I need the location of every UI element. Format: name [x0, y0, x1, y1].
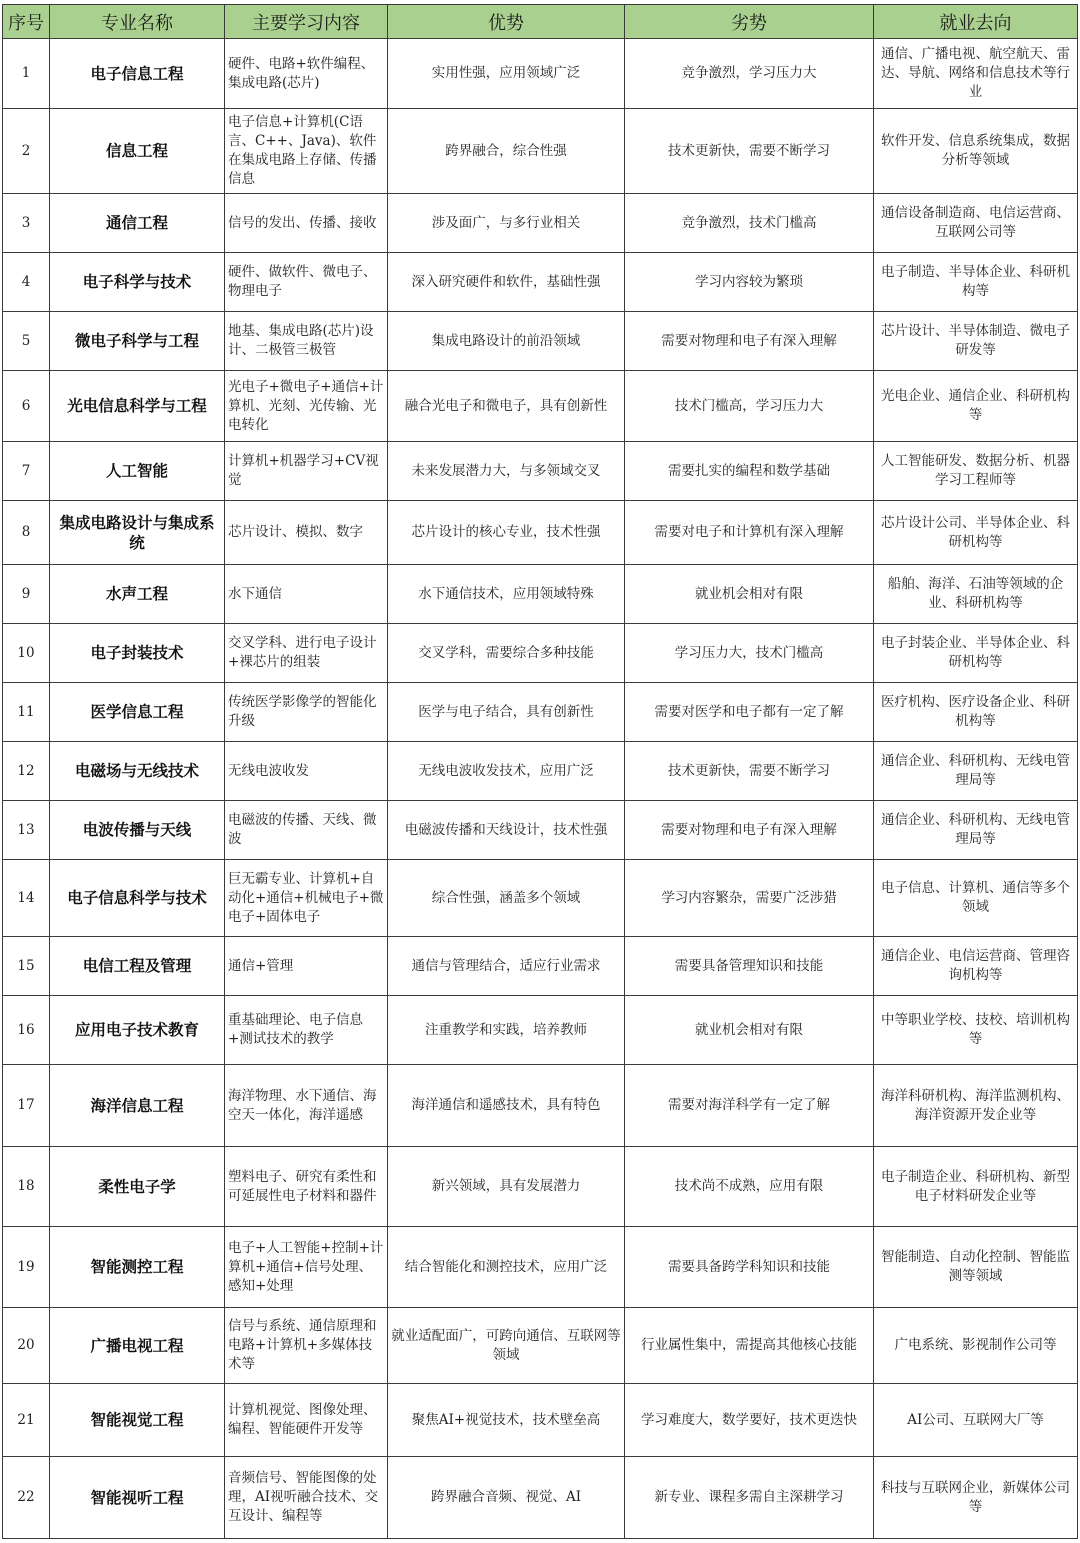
advantages-cell: 新兴领域，具有发展潜力: [388, 1147, 625, 1227]
disadvantages-cell: 新专业、课程多需自主深耕学习: [625, 1457, 874, 1539]
major-name-cell: 应用电子技术教育: [50, 996, 225, 1065]
study-content-cell: 电磁波的传播、天线、微波: [225, 801, 388, 860]
major-name-cell: 人工智能: [50, 442, 225, 501]
disadvantages-cell: 需要对物理和电子有深入理解: [625, 312, 874, 371]
disadvantages-cell: 就业机会相对有限: [625, 565, 874, 624]
career-directions-cell: 中等职业学校、技校、培训机构等: [874, 996, 1078, 1065]
row-number-cell: 6: [3, 371, 50, 442]
study-content-cell: 信号的发出、传播、接收: [225, 194, 388, 253]
table-row: [3, 501, 1078, 565]
table-row: [3, 371, 1078, 442]
table-row: [3, 624, 1078, 683]
header-disadvantages: 劣势: [625, 5, 874, 39]
disadvantages-cell: 需要扎实的编程和数学基础: [625, 442, 874, 501]
disadvantages-cell: 学习压力大，技术门槛高: [625, 624, 874, 683]
career-directions-cell: 光电企业、通信企业、科研机构等: [874, 371, 1078, 442]
major-name-cell: 电磁场与无线技术: [50, 742, 225, 801]
career-directions-cell: 通信、广播电视、航空航天、雷达、导航、网络和信息技术等行业: [874, 39, 1078, 109]
study-content-cell: 信号与系统、通信原理和电路+计算机+多媒体技术等: [225, 1308, 388, 1384]
row-number-cell: 19: [3, 1227, 50, 1308]
disadvantages-cell: 行业属性集中，需提高其他核心技能: [625, 1308, 874, 1384]
major-name-cell: 海洋信息工程: [50, 1065, 225, 1147]
table-row: [3, 937, 1078, 996]
study-content-cell: 电子信息+计算机(C语言、C++、Java)、软件在集成电路上存储、传播信息: [225, 109, 388, 194]
major-name-cell: 电子信息科学与技术: [50, 860, 225, 937]
disadvantages-cell: 学习内容繁杂，需要广泛涉猎: [625, 860, 874, 937]
majors-table: [2, 4, 1078, 1539]
study-content-cell: 硬件、做软件、微电子、物理电子: [225, 253, 388, 312]
row-number-cell: 9: [3, 565, 50, 624]
row-number-cell: 22: [3, 1457, 50, 1539]
career-directions-cell: 通信设备制造商、电信运营商、互联网公司等: [874, 194, 1078, 253]
study-content-cell: 无线电波收发: [225, 742, 388, 801]
disadvantages-cell: 需要具备管理知识和技能: [625, 937, 874, 996]
advantages-cell: 实用性强，应用领域广泛: [388, 39, 625, 109]
table-row: [3, 996, 1078, 1065]
table-row: [3, 253, 1078, 312]
study-content-cell: 海洋物理、水下通信、海空天一体化，海洋遥感: [225, 1065, 388, 1147]
row-number-cell: 7: [3, 442, 50, 501]
row-number-cell: 1: [3, 39, 50, 109]
advantages-cell: 通信与管理结合，适应行业需求: [388, 937, 625, 996]
study-content-cell: 电子+人工智能+控制+计算机+通信+信号处理、感知+处理: [225, 1227, 388, 1308]
advantages-cell: 电磁波传播和天线设计，技术性强: [388, 801, 625, 860]
table-row: [3, 860, 1078, 937]
study-content-cell: 音频信号、智能图像的处理，AI视听融合技术、交互设计、编程等: [225, 1457, 388, 1539]
major-name-cell: 微电子科学与工程: [50, 312, 225, 371]
study-content-cell: 硬件、电路+软件编程、集成电路(芯片): [225, 39, 388, 109]
table-row: [3, 742, 1078, 801]
career-directions-cell: 科技与互联网企业，新媒体公司等: [874, 1457, 1078, 1539]
advantages-cell: 综合性强，涵盖多个领域: [388, 860, 625, 937]
advantages-cell: 集成电路设计的前沿领域: [388, 312, 625, 371]
header-major-name: 专业名称: [50, 5, 225, 39]
table-row: [3, 312, 1078, 371]
career-directions-cell: 芯片设计、半导体制造、微电子研发等: [874, 312, 1078, 371]
career-directions-cell: 通信企业、科研机构、无线电管理局等: [874, 742, 1078, 801]
row-number-cell: 10: [3, 624, 50, 683]
major-name-cell: 水声工程: [50, 565, 225, 624]
study-content-cell: 水下通信: [225, 565, 388, 624]
study-content-cell: 地基、集成电路(芯片)设计、二极管三极管: [225, 312, 388, 371]
major-name-cell: 信息工程: [50, 109, 225, 194]
table-row: [3, 442, 1078, 501]
study-content-cell: 传统医学影像学的智能化升级: [225, 683, 388, 742]
row-number-cell: 20: [3, 1308, 50, 1384]
table-row: [3, 1457, 1078, 1539]
disadvantages-cell: 需要对物理和电子有深入理解: [625, 801, 874, 860]
disadvantages-cell: 学习内容较为繁琐: [625, 253, 874, 312]
row-number-cell: 17: [3, 1065, 50, 1147]
major-name-cell: 光电信息科学与工程: [50, 371, 225, 442]
major-name-cell: 通信工程: [50, 194, 225, 253]
advantages-cell: 跨界融合，综合性强: [388, 109, 625, 194]
header-career: 就业去向: [874, 5, 1078, 39]
row-number-cell: 3: [3, 194, 50, 253]
major-name-cell: 电信工程及管理: [50, 937, 225, 996]
major-name-cell: 电子信息工程: [50, 39, 225, 109]
study-content-cell: 计算机+机器学习+CV视觉: [225, 442, 388, 501]
disadvantages-cell: 技术更新快，需要不断学习: [625, 742, 874, 801]
major-name-cell: 电波传播与天线: [50, 801, 225, 860]
table-row: [3, 1065, 1078, 1147]
row-number-cell: 21: [3, 1384, 50, 1457]
disadvantages-cell: 就业机会相对有限: [625, 996, 874, 1065]
table-row: [3, 1147, 1078, 1227]
major-name-cell: 医学信息工程: [50, 683, 225, 742]
major-name-cell: 电子科学与技术: [50, 253, 225, 312]
advantages-cell: 就业适配面广，可跨向通信、互联网等领域: [388, 1308, 625, 1384]
table-row: [3, 109, 1078, 194]
advantages-cell: 注重教学和实践，培养教师: [388, 996, 625, 1065]
row-number-cell: 13: [3, 801, 50, 860]
table-row: [3, 565, 1078, 624]
table-row: [3, 1384, 1078, 1457]
career-directions-cell: 芯片设计公司、半导体企业、科研机构等: [874, 501, 1078, 565]
disadvantages-cell: 需要具备跨学科知识和技能: [625, 1227, 874, 1308]
advantages-cell: 未来发展潜力大，与多领域交叉: [388, 442, 625, 501]
row-number-cell: 18: [3, 1147, 50, 1227]
row-number-cell: 14: [3, 860, 50, 937]
advantages-cell: 交叉学科，需要综合多种技能: [388, 624, 625, 683]
header-number: 序号: [3, 5, 50, 39]
header-study-content: 主要学习内容: [225, 5, 388, 39]
row-number-cell: 4: [3, 253, 50, 312]
disadvantages-cell: 需要对海洋科学有一定了解: [625, 1065, 874, 1147]
row-number-cell: 11: [3, 683, 50, 742]
advantages-cell: 跨界融合音频、视觉、AI: [388, 1457, 625, 1539]
header-advantages: 优势: [388, 5, 625, 39]
study-content-cell: 巨无霸专业、计算机+自动化+通信+机械电子+微电子+固体电子: [225, 860, 388, 937]
advantages-cell: 医学与电子结合，具有创新性: [388, 683, 625, 742]
advantages-cell: 水下通信技术，应用领域特殊: [388, 565, 625, 624]
row-number-cell: 2: [3, 109, 50, 194]
table-row: [3, 1308, 1078, 1384]
career-directions-cell: 通信企业、电信运营商、管理咨询机构等: [874, 937, 1078, 996]
disadvantages-cell: 竞争激烈，学习压力大: [625, 39, 874, 109]
advantages-cell: 海洋通信和遥感技术，具有特色: [388, 1065, 625, 1147]
disadvantages-cell: 学习难度大，数学要好，技术更迭快: [625, 1384, 874, 1457]
career-directions-cell: 软件开发、信息系统集成，数据分析等领域: [874, 109, 1078, 194]
major-name-cell: 集成电路设计与集成系统: [50, 501, 225, 565]
row-number-cell: 12: [3, 742, 50, 801]
table-row: [3, 683, 1078, 742]
advantages-cell: 深入研究硬件和软件，基础性强: [388, 253, 625, 312]
study-content-cell: 芯片设计、模拟、数字: [225, 501, 388, 565]
disadvantages-cell: 技术尚不成熟，应用有限: [625, 1147, 874, 1227]
disadvantages-cell: 竞争激烈，技术门槛高: [625, 194, 874, 253]
table-row: [3, 39, 1078, 109]
study-content-cell: 计算机视觉、图像处理、编程、智能硬件开发等: [225, 1384, 388, 1457]
career-directions-cell: 通信企业、科研机构、无线电管理局等: [874, 801, 1078, 860]
study-content-cell: 塑料电子、研究有柔性和可延展性电子材料和器件: [225, 1147, 388, 1227]
career-directions-cell: 电子制造、半导体企业、科研机构等: [874, 253, 1078, 312]
major-name-cell: 智能测控工程: [50, 1227, 225, 1308]
advantages-cell: 结合智能化和测控技术，应用广泛: [388, 1227, 625, 1308]
career-directions-cell: AI公司、互联网大厂等: [874, 1384, 1078, 1457]
major-name-cell: 电子封装技术: [50, 624, 225, 683]
career-directions-cell: 广电系统、影视制作公司等: [874, 1308, 1078, 1384]
row-number-cell: 16: [3, 996, 50, 1065]
row-number-cell: 5: [3, 312, 50, 371]
table-row: [3, 1227, 1078, 1308]
study-content-cell: 交叉学科、进行电子设计+裸芯片的组装: [225, 624, 388, 683]
table-row: [3, 801, 1078, 860]
major-name-cell: 智能视觉工程: [50, 1384, 225, 1457]
disadvantages-cell: 需要对电子和计算机有深入理解: [625, 501, 874, 565]
major-name-cell: 柔性电子学: [50, 1147, 225, 1227]
major-name-cell: 广播电视工程: [50, 1308, 225, 1384]
career-directions-cell: 医疗机构、医疗设备企业、科研机构等: [874, 683, 1078, 742]
table-row: [3, 194, 1078, 253]
career-directions-cell: 海洋科研机构、海洋监测机构、海洋资源开发企业等: [874, 1065, 1078, 1147]
career-directions-cell: 船舶、海洋、石油等领域的企业、科研机构等: [874, 565, 1078, 624]
study-content-cell: 光电子+微电子+通信+计算机、光刻、光传输、光电转化: [225, 371, 388, 442]
disadvantages-cell: 需要对医学和电子都有一定了解: [625, 683, 874, 742]
advantages-cell: 无线电波收发技术，应用广泛: [388, 742, 625, 801]
career-directions-cell: 电子信息、计算机、通信等多个领域: [874, 860, 1078, 937]
disadvantages-cell: 技术门槛高，学习压力大: [625, 371, 874, 442]
major-name-cell: 智能视听工程: [50, 1457, 225, 1539]
career-directions-cell: 人工智能研发、数据分析、机器学习工程师等: [874, 442, 1078, 501]
advantages-cell: 聚焦AI+视觉技术，技术壁垒高: [388, 1384, 625, 1457]
advantages-cell: 融合光电子和微电子，具有创新性: [388, 371, 625, 442]
header-row: [3, 5, 1078, 39]
advantages-cell: 涉及面广，与多行业相关: [388, 194, 625, 253]
study-content-cell: 通信+管理: [225, 937, 388, 996]
row-number-cell: 8: [3, 501, 50, 565]
career-directions-cell: 电子封装企业、半导体企业、科研机构等: [874, 624, 1078, 683]
row-number-cell: 15: [3, 937, 50, 996]
career-directions-cell: 电子制造企业、科研机构、新型电子材料研发企业等: [874, 1147, 1078, 1227]
disadvantages-cell: 技术更新快，需要不断学习: [625, 109, 874, 194]
career-directions-cell: 智能制造、自动化控制、智能监测等领域: [874, 1227, 1078, 1308]
advantages-cell: 芯片设计的核心专业，技术性强: [388, 501, 625, 565]
study-content-cell: 重基础理论、电子信息+测试技术的教学: [225, 996, 388, 1065]
